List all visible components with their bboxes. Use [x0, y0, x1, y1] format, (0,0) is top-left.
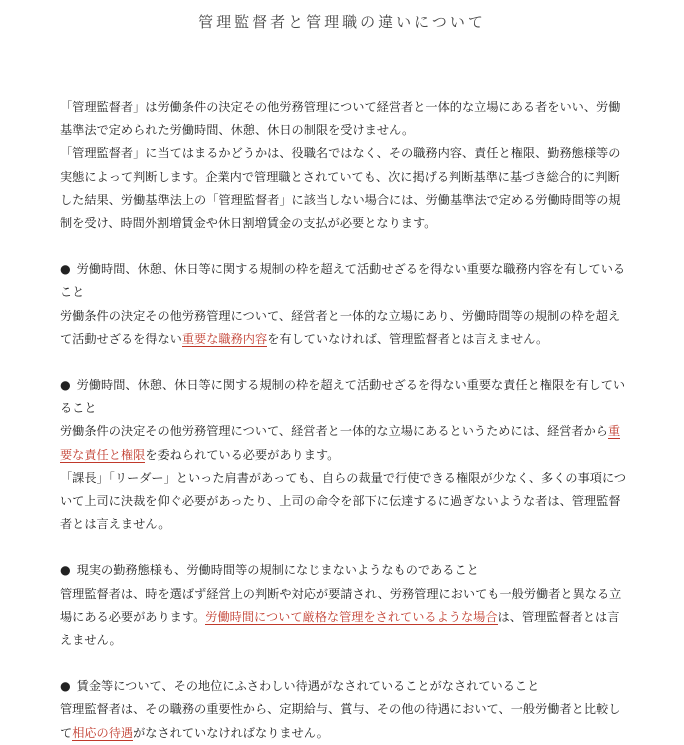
- criterion-1-heading: [60, 258, 630, 304]
- criterion-1-highlight: 重要な職務内容: [181, 331, 268, 346]
- criterion-4-body-text-end: がなされていなければなりません。: [133, 725, 329, 740]
- criterion-2-heading-text: 労働時間、休憩、休日等に関する規制の枠を超えて活動せざるを得ない重要な責任と権限を有していること: [60, 378, 626, 416]
- criterion-3-highlight: 労働時間について厳格な管理をされているような場合: [205, 609, 498, 624]
- criterion-1-body: [60, 305, 630, 351]
- bullet-icon: ●: [60, 262, 71, 277]
- criterion-4-highlight: 相応の待遇: [72, 725, 134, 740]
- criterion-4-heading: [60, 675, 630, 698]
- criterion-3-heading: [60, 559, 630, 582]
- bullet-icon: ●: [60, 563, 71, 578]
- criterion-3-body-text-end: は、管理監督者とは言えません。: [60, 609, 620, 648]
- bullet-icon: ●: [60, 679, 71, 694]
- criterion-4-body: [60, 698, 630, 744]
- criterion-2-heading: [60, 374, 630, 420]
- intro-paragraph-1: 「管理監督者」は労働条件の決定その他労務管理について経営者と一体的な立場にある者をいい、労働基準法で定められた労働時間、休憩、休日の制限を受けません。: [60, 100, 621, 138]
- criterion-2-body: [60, 420, 630, 466]
- criterion-1-heading-text: 労働時間、休憩、休日等に関する規制の枠を超えて活動せざるを得ない重要な職務内容を有していること: [60, 262, 626, 300]
- criterion-2-body-text: 労働条件の決定その他労務管理について、経営者と一体的な立場にあるというためには、経営者から: [60, 424, 608, 439]
- criterion-4-heading-text: 賃金等について、その地位にふさわしい待遇がなされていることがなされていること: [76, 679, 540, 694]
- document-body: [60, 96, 630, 745]
- criterion-2-body-text-end: を委ねられている必要があります。: [145, 447, 340, 462]
- bullet-icon: ●: [60, 378, 71, 393]
- criterion-3-body-text: 管理監督者は、時を選ばず経営上の判断や対応が要請され、労務管理においても一般労働者と異なる立場にある必要があります。: [60, 586, 622, 624]
- criterion-3-heading-text: 現実の勤務態様も、労働時間等の規制になじまないようなものであること: [76, 563, 479, 578]
- criterion-3-body: [60, 583, 630, 653]
- criterion-2-highlight: 重要な責任と権限: [60, 424, 621, 462]
- page-title: 管理監督者と管理職の違いについて: [198, 13, 486, 31]
- criterion-1-body-text: 労働条件の決定その他労務管理について、経営者と一体的な立場にあり、労働時間等の規制の枠を超えて活動せざるを得ない: [60, 308, 621, 346]
- criterion-2-body-extra: 「課長」「リーダー」といった肩書があっても、自らの裁量で行使できる権限が少なく、多くの事項について上司に決裁を仰ぐ必要があったり、上司の命令を部下に伝達するに過ぎないような者は、管理監督者とは言えません。: [60, 470, 627, 532]
- intro-paragraph-2: 「管理監督者」に当てはまるかどうかは、役職名ではなく、その職務内容、責任と権限、勤務態様等の実態によって判断します。企業内で管理職とされていても、次に掲げる判断基準に基づき総合的に判断した結果、労働基準法上の「管理監督者」に該当しない場合には、労働基準法で定める労働時間等の規制を受け、時間外割増賃金や休日割増賃金の支払が必要となります。: [60, 146, 621, 231]
- criterion-4-body-text: 管理監督者は、その職務の重要性から、定期給与、賞与、その他の待遇において、一般労働者と比較して: [60, 702, 621, 740]
- criterion-1-body-text-end: を有していなければ、管理監督者とは言えません。: [267, 331, 549, 346]
